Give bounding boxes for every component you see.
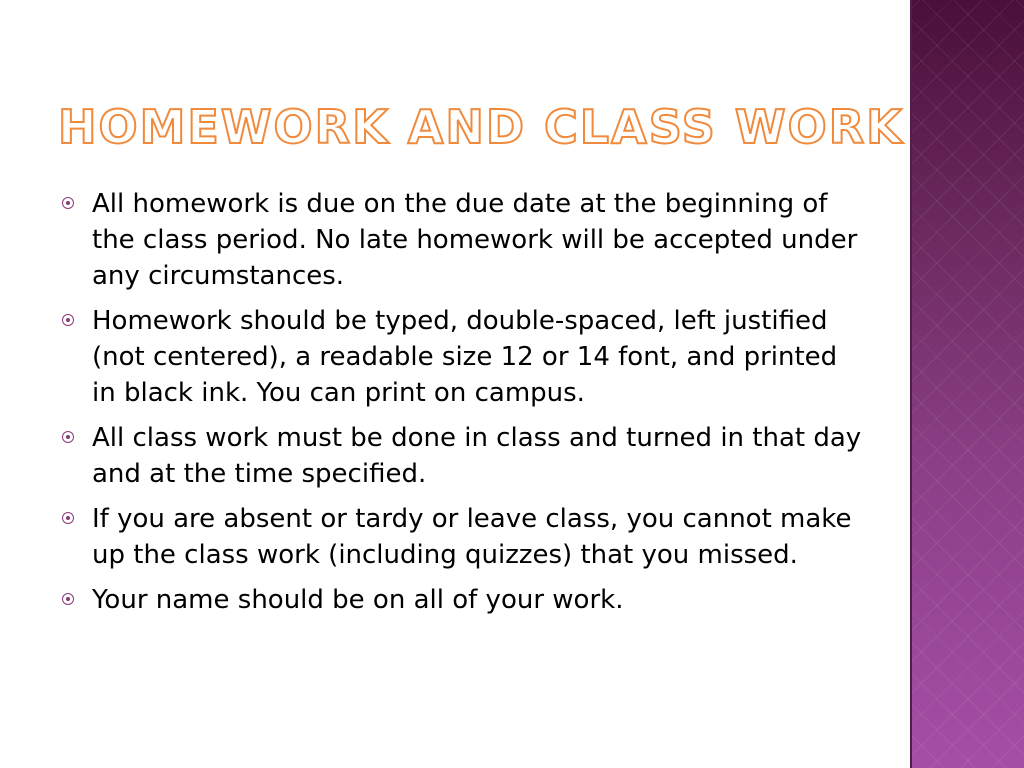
list-item <box>62 501 862 573</box>
bullet-text: All class work must be done in class and turned in that day and at the time specified. <box>92 423 862 489</box>
bullet-text: If you are absent or tardy or leave class, you cannot make up the class work (including quizzes) that you missed. <box>92 504 852 570</box>
bullet-list <box>62 186 862 627</box>
list-item <box>62 303 862 411</box>
target-bullet-icon <box>62 314 74 326</box>
slide-title: HOMEWORK AND CLASS WORK <box>58 100 904 154</box>
target-bullet-icon <box>62 197 74 209</box>
bullet-text: All homework is due on the due date at the beginning of the class period. No late homework will be accepted under any circumstances. <box>92 189 858 291</box>
target-bullet-icon <box>62 431 74 443</box>
list-item <box>62 186 862 294</box>
bullet-text: Your name should be on all of your work. <box>92 585 624 615</box>
bullet-text: Homework should be typed, double-spaced, left justified (not centered), a readable size 12 or 14 font, and printed in black ink. You can print on campus. <box>92 306 838 408</box>
target-bullet-icon <box>62 593 74 605</box>
list-item <box>62 420 862 492</box>
decorative-side-band <box>912 0 1024 768</box>
target-bullet-icon <box>62 512 74 524</box>
list-item <box>62 582 862 618</box>
